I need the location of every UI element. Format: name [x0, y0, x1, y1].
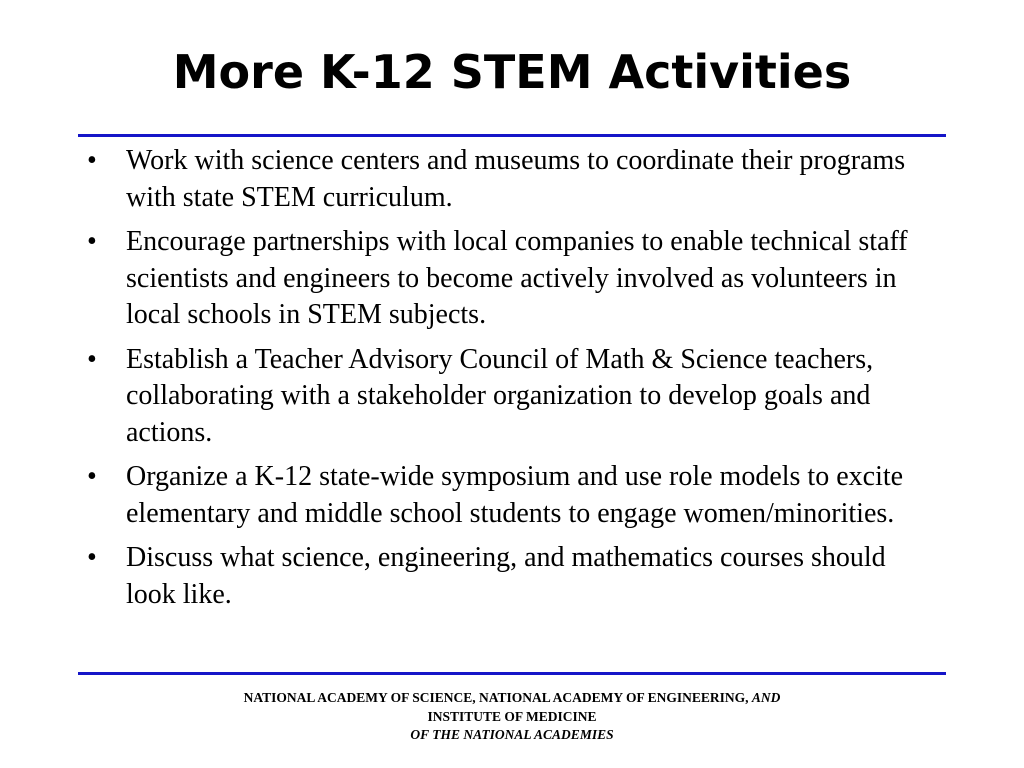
footer-line-1-italic: AND	[751, 690, 781, 705]
bullet-dot-icon: •	[87, 461, 97, 492]
top-divider	[78, 134, 946, 137]
bullet-text: Discuss what science, engineering, and mathematics courses should look like.	[126, 542, 886, 610]
bullet-item	[0, 540, 936, 613]
slide-title: More K-12 STEM Activities	[172, 45, 852, 99]
bullet-item	[0, 342, 936, 452]
bullet-text: Work with science centers and museums to coordinate their programs with state STEM curriculum.	[126, 145, 906, 213]
footer-line-3: OF THE NATIONAL ACADEMIES	[410, 727, 614, 742]
bullet-item	[0, 143, 936, 216]
bullet-item	[0, 224, 936, 334]
footer-line-1-main: NATIONAL ACADEMY OF SCIENCE, NATIONAL ACADEMY OF ENGINEERING,	[243, 690, 752, 705]
bullet-text: Organize a K-12 state-wide symposium and use role models to excite elementary and middle school students to engage women/minorities.	[126, 461, 904, 529]
footer-line-2: INSTITUTE OF MEDICINE	[427, 708, 597, 724]
bullet-dot-icon: •	[87, 542, 97, 573]
bullet-text: Establish a Teacher Advisory Council of Math & Science teachers, collaborating with a stakeholder organization to develop goals and actions.	[126, 343, 874, 448]
footer-credits	[0, 689, 1024, 745]
bottom-divider	[78, 672, 946, 675]
bullet-dot-icon: •	[87, 343, 97, 375]
bullet-dot-icon: •	[87, 145, 97, 176]
bullet-text: Encourage partnerships with local companies to enable technical staff scientists and engineers to become actively involved as volunteers in local schools in STEM subjects.	[126, 226, 908, 330]
bullet-item	[0, 459, 936, 532]
bullet-list	[0, 143, 1024, 621]
footer-line-1	[0, 689, 1024, 708]
bullet-dot-icon: •	[87, 226, 97, 257]
